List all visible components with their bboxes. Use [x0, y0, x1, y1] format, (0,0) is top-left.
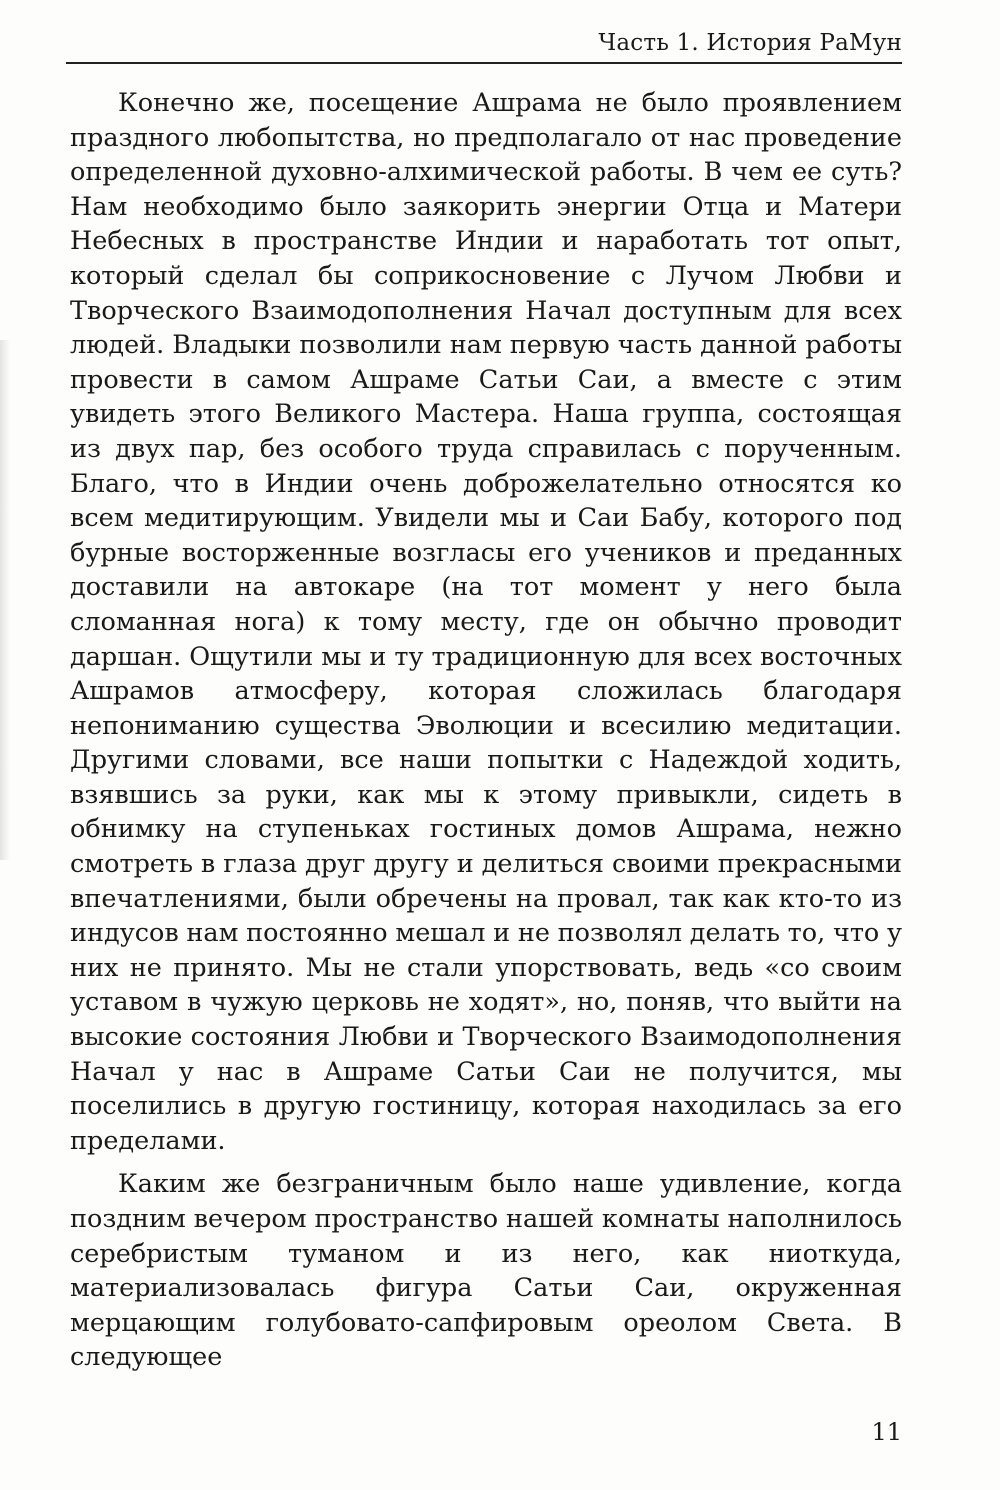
paragraph-1: Конечно же, посещение Ашрама не было проявлением праздного любопытства, но предполагало от нас проведение определенной духовно-алхимической работы. В чем ее суть? Нам необходимо было заякорить энергии Отца и Матери Небесных в пространстве Индии и наработать тот опыт, который сделал бы соприкосновение с Лучом Любви и Творческого Взаимодополнения Начал доступным для всех людей. Владыки позволили нам первую часть данной работы провести в самом Ашраме Сатьи Саи, а вместе с этим увидеть этого Великого Мастера. Наша группа, состоящая из двух пар, без особого труда справилась с порученным. Благо, что в Индии очень доброжелательно относятся ко всем медитирующим. Увидели мы и Саи Бабу, которого под бурные восторженные возгласы его учеников и преданных доставили на автокаре (на тот момент у него была сломанная нога) к тому месту, где он обычно проводит даршан. Ощутили мы и ту традиционную для всех восточных Ашрамов атмосферу, которая сложилась благодаря непониманию существа Эволюции и всесилию медитации. Другими словами, все наши попытки с Надеждой ходить, взявшись за руки, как мы к этому привыкли, сидеть в обнимку на ступеньках гостиных домов Ашрама, нежно смотреть в глаза друг другу и делиться своими прекрасными впечатлениями, были обречены на провал, так как кто-то из индусов нам постоянно мешал и не позволял делать то, что у них не принято. Мы не стали упорствовать, ведь «со своим уставом в чужую церковь не ходят», но, поняв, что выйти на высокие состояния Любви и Творческого Взаимодополнения Начал у нас в Ашраме Сатьи Саи не получится, мы поселились в другую гостиницу, которая находилась за его пределами. — [70, 88, 902, 1156]
page-number: 11 — [871, 1418, 902, 1446]
scan-edge-shadow — [0, 340, 10, 860]
body-text — [70, 86, 902, 1384]
paragraph-2: Каким же безграничным было наше удивление, когда поздним вечером пространство нашей комнаты наполнилось серебристым туманом и из него, как ниоткуда, материализовалась фигура Сатьи Саи, окруженная мерцающим голубовато-сапфировым ореолом Света. В следующее — [70, 1169, 902, 1373]
running-header — [66, 20, 902, 64]
running-header-title: Часть 1. История РаМун — [598, 30, 902, 56]
